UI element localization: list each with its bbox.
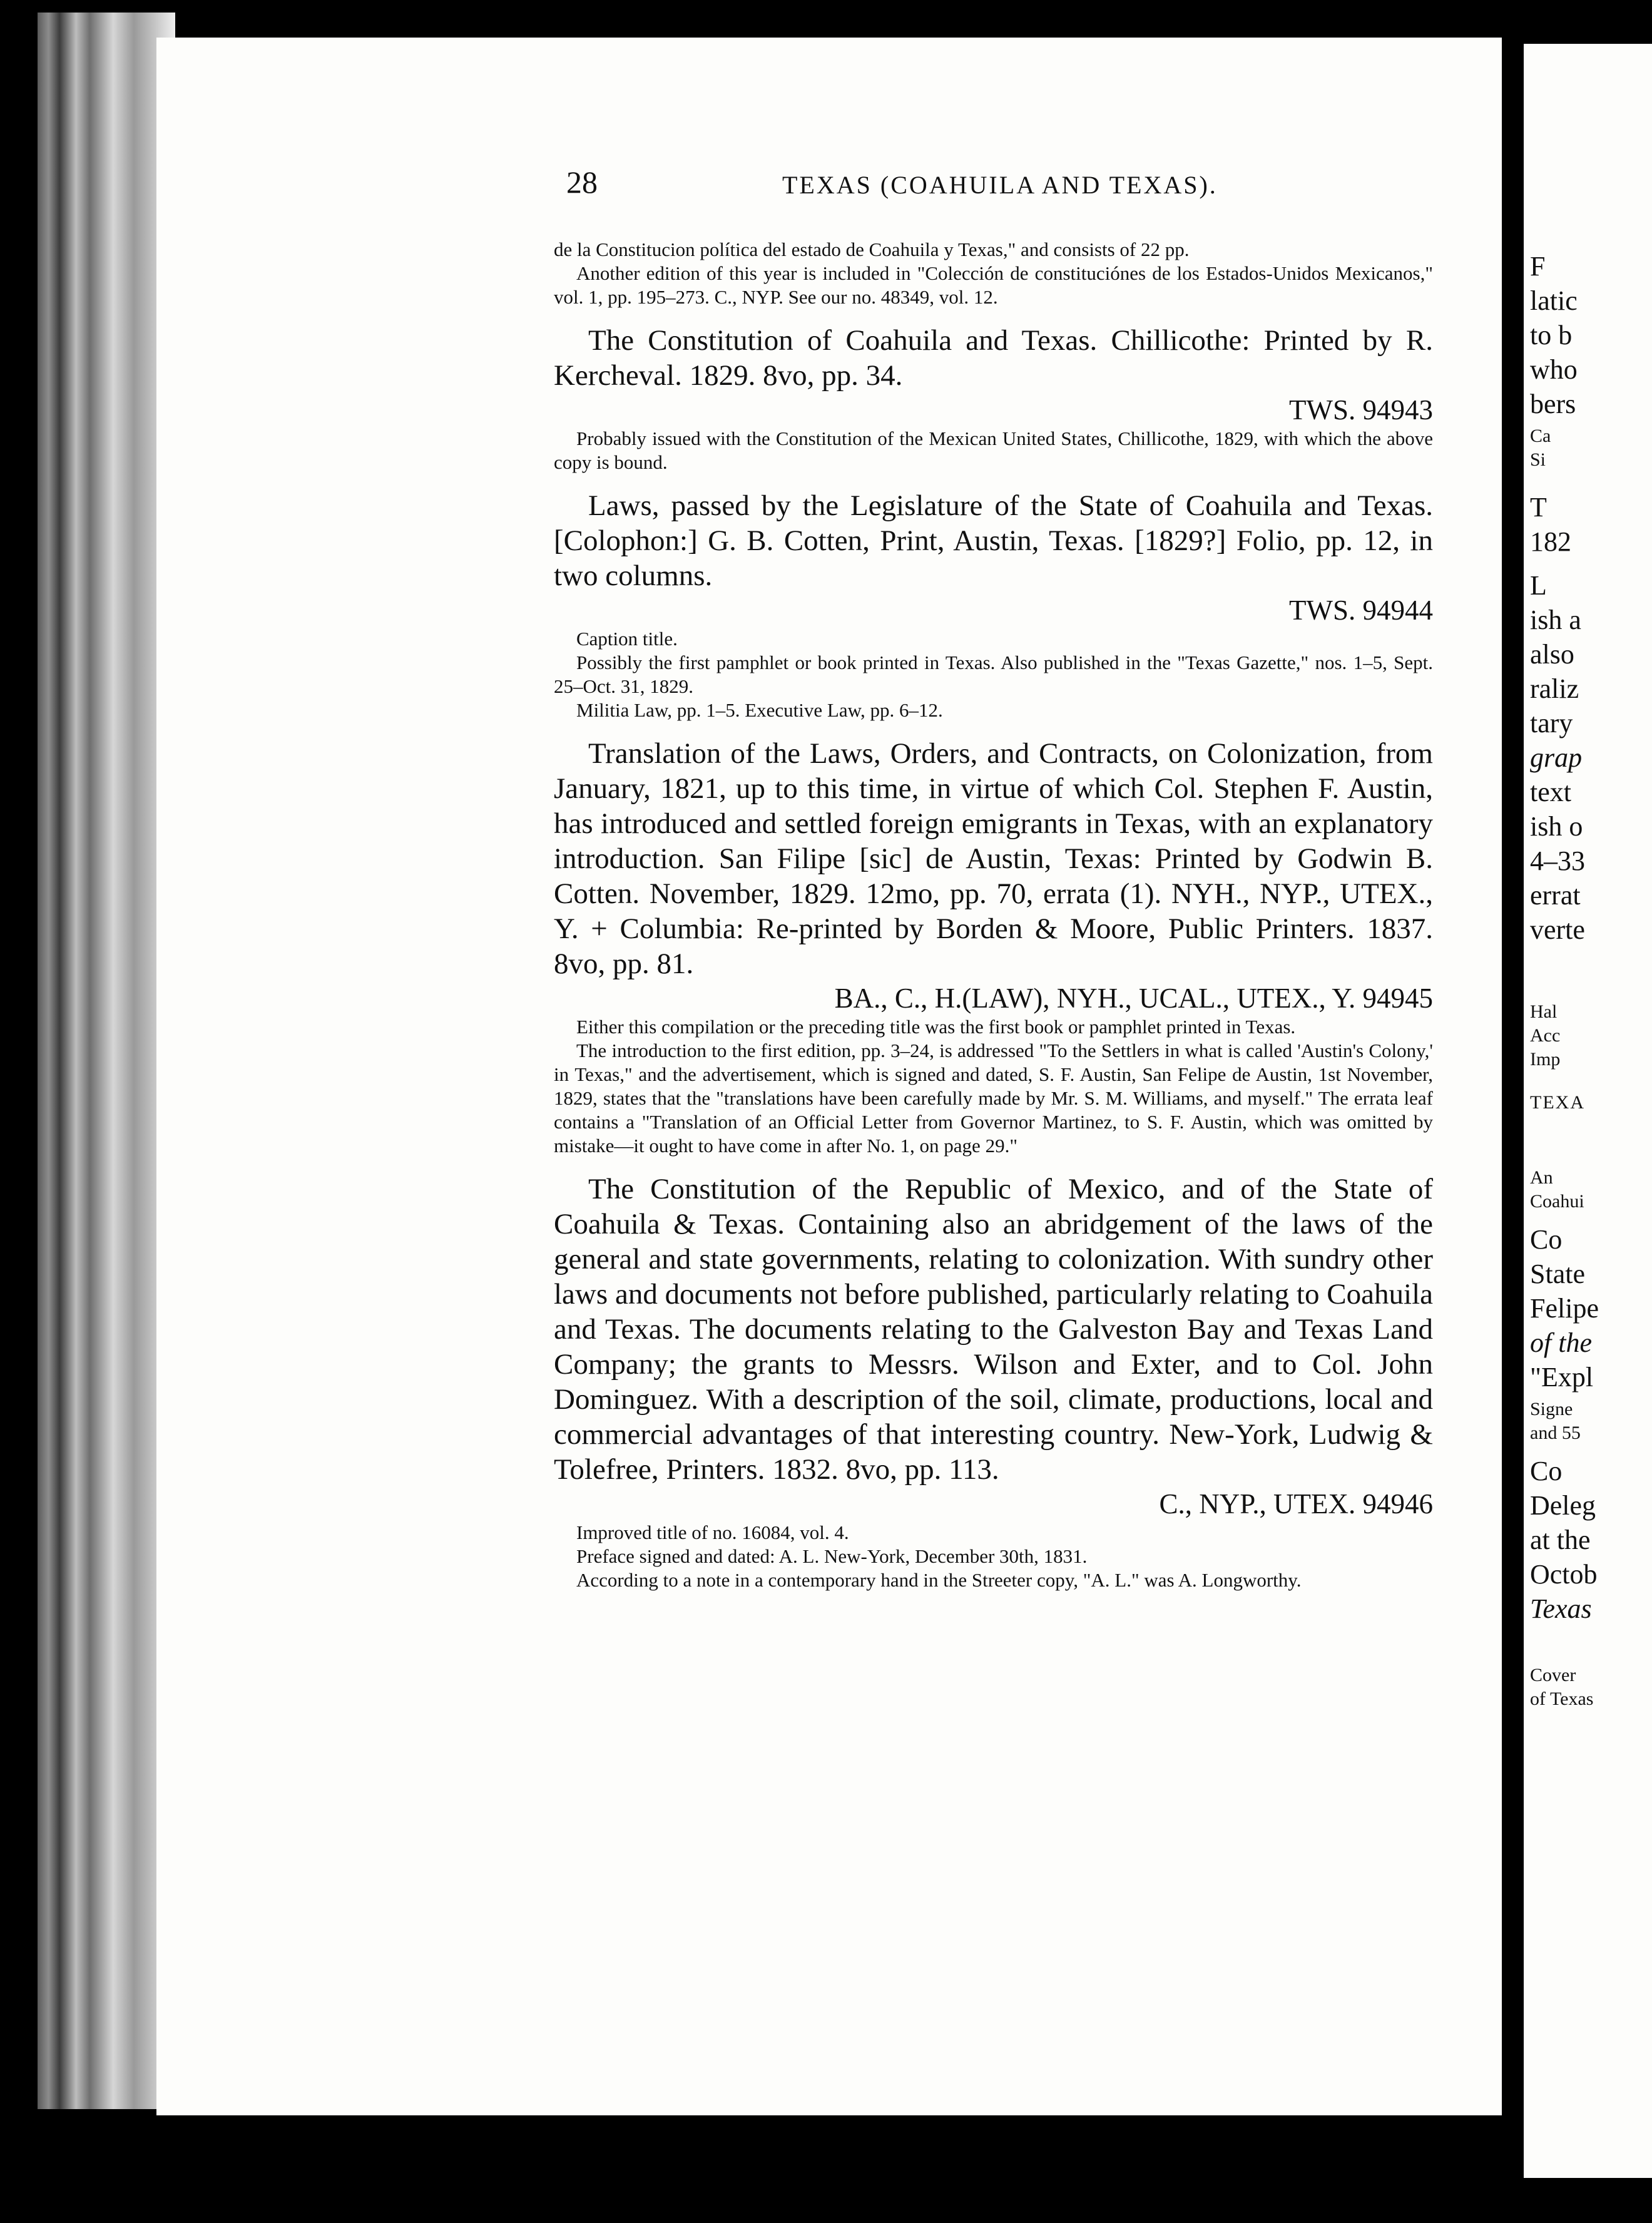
- facing-page: [1524, 44, 1652, 2178]
- facing-page-line: Si: [1530, 449, 1546, 470]
- entry-title: Laws, passed by the Legislature of the State of Coahuila and Texas. [Colophon:] G. B. Cotten, Print, Austin, Texas. [1829?] Folio, pp. 12, in two columns.: [554, 489, 1433, 592]
- facing-page-line: tary: [1530, 708, 1573, 738]
- entry-note: Preface signed and dated: A. L. New-York, December 30th, 1831.: [576, 1545, 1088, 1567]
- entry-locations: C., NYP., UTEX. 94946: [1159, 1488, 1433, 1520]
- facing-page-line: who: [1530, 354, 1578, 385]
- entry-note: The introduction to the first edition, pp. 3–24, is addressed "To the Settlers in what is called 'Austin's Colony,' in Texas," and the advertisement, which is signed and dated, S. F. Austin, San Felipe de Austin, 1st November, 1829, states that the "translations have been carefully made by Mr. S. M. Williams, and myself." The errata leaf contains a "Translation of an Official Letter from Governor Martinez, to S. F. Austin, which was omitted by mistake—it ought to have come in after No. 1, on page 29.": [554, 1040, 1433, 1157]
- entry-title: The Constitution of the Republic of Mexico, and of the State of Coahuila & Texas. Containing also an abridgement of the laws of the general and state governments, relating to colonization. With sundry other laws and documents not before published, particularly relating to Coahuila and Texas. The documents relating to the Galveston Bay and Texas Land Company; the grants to Messrs. Wilson and Exter, and to Col. John Dominguez. With a description of the soil, climate, productions, local and commercial advantages of that interesting country. New-York, Ludwig & Tolefree, Printers. 1832. 8vo, pp. 113.: [554, 1173, 1433, 1486]
- facing-page-line: Ca: [1530, 426, 1551, 446]
- facing-page-line: and 55: [1530, 1423, 1581, 1443]
- facing-page-line: Co: [1530, 1224, 1563, 1255]
- entry-note: Improved title of no. 16084, vol. 4.: [576, 1521, 849, 1543]
- facing-page-line: also: [1530, 639, 1574, 670]
- entry-locations: BA., C., H.(LAW), NYH., UCAL., UTEX., Y. 94945: [834, 983, 1433, 1014]
- facing-page-line: grap: [1530, 742, 1583, 773]
- entry-note: Probably issued with the Constitution of the Mexican United States, Chillicothe, 1829, with which the above copy is bound.: [554, 427, 1433, 473]
- entry-locations: TWS. 94944: [1289, 595, 1433, 626]
- entry-title: Translation of the Laws, Orders, and Contracts, on Colonization, from January, 1821, up to this time, in virtue of which Col. Stephen F. Austin, has introduced and settled foreign emigrants in Texas, with an explanatory introduction. San Filipe [sic] de Austin, Texas: Printed by Godwin B. Cotten. November, 1829. 12mo, pp. 70, errata (1). NYH., NYP., UTEX., Y. + Columbia: Re-printed by Borden & Moore, Public Printers. 1837. 8vo, pp. 81.: [554, 737, 1433, 980]
- facing-page-line: An: [1530, 1167, 1553, 1188]
- facing-page-line: bers: [1530, 389, 1576, 419]
- facing-page-line: errat: [1530, 880, 1581, 911]
- facing-page-line: Coahui: [1530, 1191, 1584, 1212]
- entry-note: Another edition of this year is included in "Colección de constituciónes de los Estados-Unidos Mexicanos," vol. 1, pp. 195–273. C., NYP. See our no. 48349, vol. 12.: [554, 262, 1433, 308]
- facing-page-line: Cover: [1530, 1665, 1576, 1685]
- page-number: 28: [566, 165, 598, 200]
- text-column: [554, 238, 1433, 1592]
- facing-page-line: L: [1530, 570, 1547, 601]
- facing-page-line: TEXA: [1530, 1092, 1585, 1113]
- entry-locations: TWS. 94943: [1289, 394, 1433, 426]
- facing-page-line: to b: [1530, 320, 1573, 350]
- facing-page-line: Co: [1530, 1456, 1563, 1486]
- facing-page-line: of Texas: [1530, 1689, 1594, 1709]
- facing-page-line: Signe: [1530, 1399, 1573, 1419]
- entry-note: Either this compilation or the preceding title was the first book or pamphlet printed in Texas.: [576, 1016, 1296, 1038]
- facing-page-line: verte: [1530, 914, 1585, 945]
- entry-note: Militia Law, pp. 1–5. Executive Law, pp. 6–12.: [576, 699, 943, 721]
- facing-page-line: 4–33: [1530, 846, 1585, 876]
- facing-page-line: ish o: [1530, 811, 1583, 842]
- facing-page-line: 182: [1530, 526, 1571, 557]
- facing-page-line: ish a: [1530, 605, 1581, 635]
- facing-page-line: Felipe: [1530, 1293, 1599, 1324]
- book-page-edges: [38, 13, 175, 2109]
- facing-page-line: T: [1530, 492, 1547, 523]
- facing-page-line: F: [1530, 251, 1546, 282]
- facing-page-line: Hal: [1530, 1001, 1558, 1022]
- entry-note: According to a note in a contemporary hand in the Streeter copy, "A. L." was A. Longworthy.: [576, 1569, 1302, 1591]
- facing-page-line: of the: [1530, 1327, 1592, 1358]
- entry-note: Caption title.: [576, 628, 678, 650]
- facing-page-line: "Expl: [1530, 1362, 1594, 1393]
- running-title: TEXAS (COAHUILA AND TEXAS).: [782, 171, 1218, 199]
- facing-page-line: text: [1530, 777, 1571, 807]
- facing-page-line: Imp: [1530, 1049, 1561, 1070]
- entry-title: The Constitution of Coahuila and Texas. Chillicothe: Printed by R. Kercheval. 1829. 8vo, pp. 34.: [554, 324, 1433, 392]
- facing-page-line: Texas: [1530, 1593, 1592, 1624]
- facing-page-line: at the: [1530, 1525, 1591, 1555]
- facing-page-line: Octob: [1530, 1559, 1598, 1590]
- facing-page-line: State: [1530, 1259, 1585, 1289]
- facing-page-line: Deleg: [1530, 1490, 1596, 1521]
- entry-note: Possibly the first pamphlet or book printed in Texas. Also published in the "Texas Gazette," nos. 1–5, Sept. 25–Oct. 31, 1829.: [554, 652, 1433, 697]
- entry-note: de la Constitucion política del estado de Coahuila y Texas," and consists of 22 pp.: [554, 238, 1190, 260]
- facing-page-line: latic: [1530, 285, 1578, 316]
- facing-page-line: Acc: [1530, 1025, 1561, 1046]
- facing-page-line: raliz: [1530, 673, 1579, 704]
- page-header: [566, 164, 1424, 214]
